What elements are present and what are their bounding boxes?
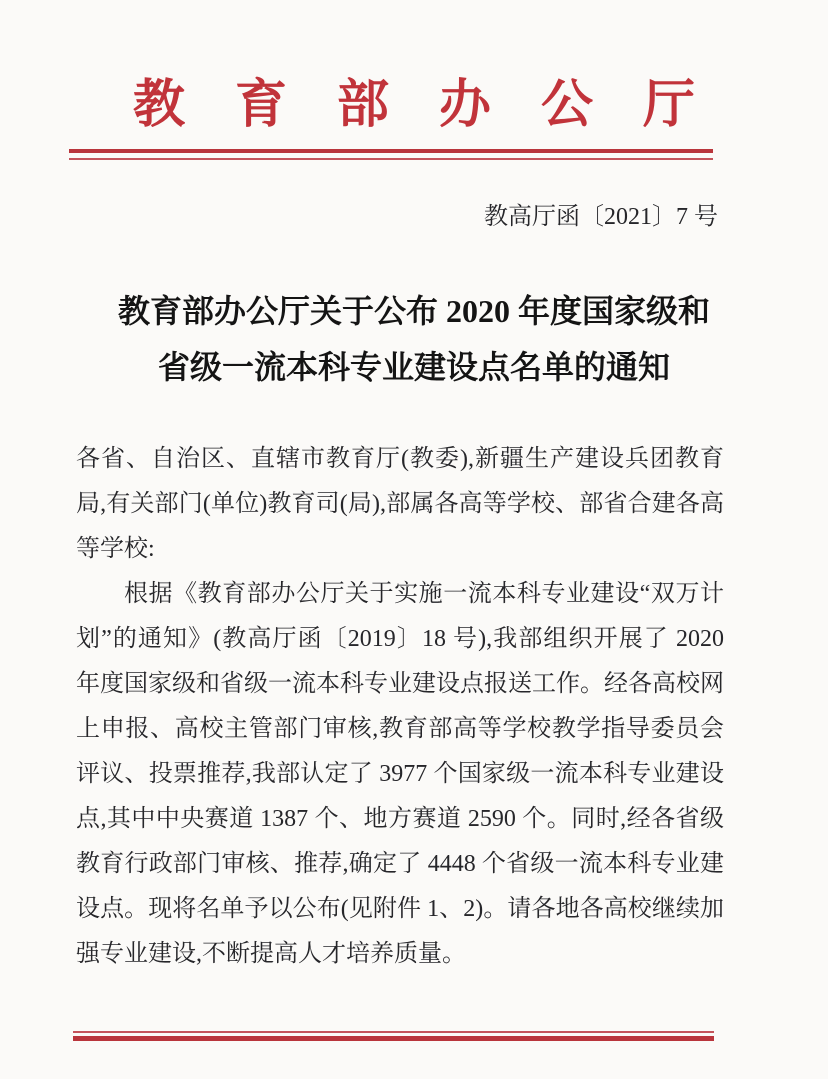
document-title <box>0 283 828 395</box>
footer-rule-thick-line <box>73 1036 714 1041</box>
header-double-rule <box>69 149 713 160</box>
header-rule-thin-line <box>69 158 713 160</box>
salutation: 各省、自治区、直辖市教育厅(教委),新疆生产建设兵团教育局,有关部门(单位)教育司(局),部属各高等学校、部省合建各高等学校: <box>76 446 724 562</box>
document-title-line1: 教育部办公厅关于公布 2020 年度国家级和 <box>117 293 710 329</box>
document-body <box>76 437 724 977</box>
document-title-line2: 省级一流本科专业建设点名单的通知 <box>157 349 670 385</box>
footer-double-rule <box>73 1031 714 1041</box>
body-paragraph: 根据《教育部办公厅关于实施一流本科专业建设“双万计划”的通知》(教高厅函〔2019〕18 号),我部组织开展了 2020 年度国家级和省级一流本科专业建设点报送工作。经各高校网上申报、高校主管部门审核,教育部高等学校教学指导委员会评议、投票推荐,我部认定了 3977 个国家级一流本科专业建设点,其中中央赛道 1387 个、地方赛道 2590 个。同时,经各省级教育行政部门审核、推荐,确定了 4448 个省级一流本科专业建设点。现将名单予以公布(见附件 1、2)。请各地各高校继续加强专业建设,不断提高人才培养质量。 <box>76 581 724 967</box>
document-number: 教高厅函〔2021〕7 号 <box>484 204 718 230</box>
issuing-org-title: 教育部办公厅 <box>132 77 745 134</box>
